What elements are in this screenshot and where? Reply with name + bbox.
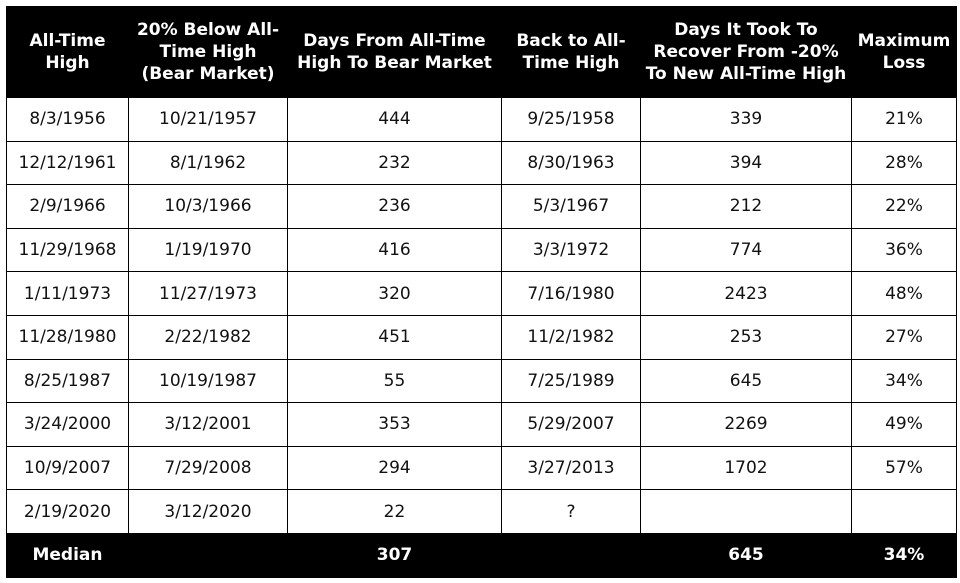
- cell-maximum-loss: 28%: [852, 141, 957, 185]
- header-days-to-recover: Days It Took To Recover From -20% To New All-Time High: [641, 7, 852, 98]
- table-row: [7, 98, 957, 142]
- cell-back-to-ath: 7/25/1989: [502, 359, 641, 403]
- cell-back-to-ath: 3/27/2013: [502, 446, 641, 490]
- cell-maximum-loss: 21%: [852, 98, 957, 142]
- bear-market-table-container: [6, 6, 956, 578]
- cell-all-time-high: 12/12/1961: [7, 141, 129, 185]
- header-maximum-loss: Maximum Loss: [852, 7, 957, 98]
- median-cell-4: [502, 533, 641, 577]
- median-days-to-bear: 307: [288, 533, 502, 577]
- cell-days-to-recover: 212: [641, 185, 852, 229]
- cell-days-to-bear: 55: [288, 359, 502, 403]
- cell-maximum-loss: 49%: [852, 403, 957, 447]
- cell-bear-market-date: 2/22/1982: [129, 315, 288, 359]
- cell-all-time-high: 1/11/1973: [7, 272, 129, 316]
- cell-all-time-high: 10/9/2007: [7, 446, 129, 490]
- table-row: [7, 490, 957, 534]
- table-row: [7, 141, 957, 185]
- cell-maximum-loss: 22%: [852, 185, 957, 229]
- cell-maximum-loss: 34%: [852, 359, 957, 403]
- cell-days-to-bear: 320: [288, 272, 502, 316]
- cell-bear-market-date: 10/21/1957: [129, 98, 288, 142]
- table-row: [7, 446, 957, 490]
- header-all-time-high: All-Time High: [7, 7, 129, 98]
- cell-days-to-recover: 1702: [641, 446, 852, 490]
- cell-days-to-recover: 394: [641, 141, 852, 185]
- cell-maximum-loss: 48%: [852, 272, 957, 316]
- cell-bear-market-date: 3/12/2001: [129, 403, 288, 447]
- cell-bear-market-date: 7/29/2008: [129, 446, 288, 490]
- cell-days-to-recover: 2423: [641, 272, 852, 316]
- median-row: [7, 533, 957, 577]
- cell-maximum-loss: 27%: [852, 315, 957, 359]
- cell-all-time-high: 8/3/1956: [7, 98, 129, 142]
- median-maximum-loss: 34%: [852, 533, 957, 577]
- median-label: Median: [7, 533, 129, 577]
- cell-back-to-ath: ?: [502, 490, 641, 534]
- cell-maximum-loss: 57%: [852, 446, 957, 490]
- table-row: [7, 272, 957, 316]
- cell-back-to-ath: 11/2/1982: [502, 315, 641, 359]
- bear-market-table: [6, 6, 957, 578]
- cell-bear-market-date: 8/1/1962: [129, 141, 288, 185]
- cell-bear-market-date: 3/12/2020: [129, 490, 288, 534]
- cell-days-to-recover: 253: [641, 315, 852, 359]
- cell-days-to-recover: [641, 490, 852, 534]
- cell-days-to-bear: 294: [288, 446, 502, 490]
- cell-days-to-recover: 2269: [641, 403, 852, 447]
- header-days-to-bear: Days From All-Time High To Bear Market: [288, 7, 502, 98]
- cell-back-to-ath: 7/16/1980: [502, 272, 641, 316]
- cell-back-to-ath: 5/29/2007: [502, 403, 641, 447]
- cell-days-to-bear: 22: [288, 490, 502, 534]
- header-back-to-ath: Back to All-Time High: [502, 7, 641, 98]
- cell-bear-market-date: 11/27/1973: [129, 272, 288, 316]
- table-row: [7, 228, 957, 272]
- cell-days-to-recover: 339: [641, 98, 852, 142]
- cell-back-to-ath: 3/3/1972: [502, 228, 641, 272]
- cell-all-time-high: 2/19/2020: [7, 490, 129, 534]
- cell-days-to-bear: 444: [288, 98, 502, 142]
- median-days-to-recover: 645: [641, 533, 852, 577]
- cell-maximum-loss: 36%: [852, 228, 957, 272]
- cell-days-to-recover: 774: [641, 228, 852, 272]
- cell-all-time-high: 8/25/1987: [7, 359, 129, 403]
- cell-days-to-recover: 645: [641, 359, 852, 403]
- cell-days-to-bear: 232: [288, 141, 502, 185]
- median-cell-2: [129, 533, 288, 577]
- cell-back-to-ath: 8/30/1963: [502, 141, 641, 185]
- table-body: [7, 98, 957, 534]
- cell-back-to-ath: 5/3/1967: [502, 185, 641, 229]
- cell-maximum-loss: [852, 490, 957, 534]
- table-row: [7, 315, 957, 359]
- header-row: [7, 7, 957, 98]
- table-row: [7, 185, 957, 229]
- table-row: [7, 359, 957, 403]
- cell-all-time-high: 11/28/1980: [7, 315, 129, 359]
- cell-all-time-high: 2/9/1966: [7, 185, 129, 229]
- cell-days-to-bear: 236: [288, 185, 502, 229]
- header-20-below-ath: 20% Below All-Time High (Bear Market): [129, 7, 288, 98]
- cell-bear-market-date: 10/3/1966: [129, 185, 288, 229]
- cell-days-to-bear: 451: [288, 315, 502, 359]
- table-row: [7, 403, 957, 447]
- cell-all-time-high: 11/29/1968: [7, 228, 129, 272]
- cell-days-to-bear: 416: [288, 228, 502, 272]
- cell-bear-market-date: 1/19/1970: [129, 228, 288, 272]
- cell-back-to-ath: 9/25/1958: [502, 98, 641, 142]
- cell-bear-market-date: 10/19/1987: [129, 359, 288, 403]
- cell-days-to-bear: 353: [288, 403, 502, 447]
- cell-all-time-high: 3/24/2000: [7, 403, 129, 447]
